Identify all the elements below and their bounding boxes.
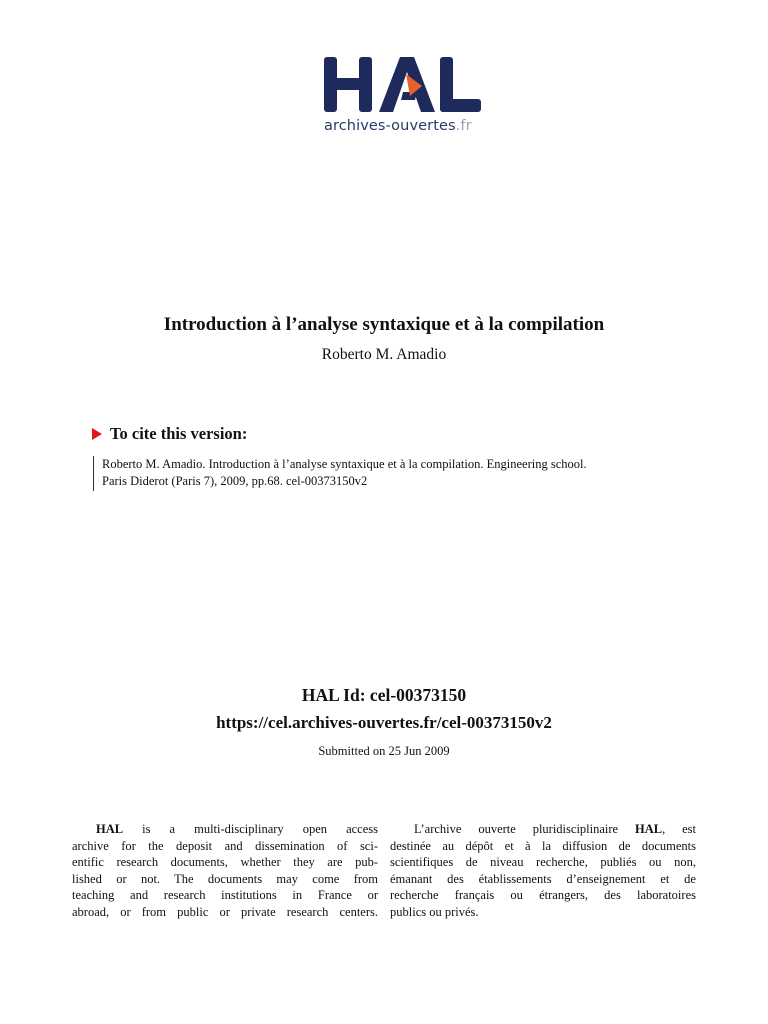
hal-wordmark — [322, 52, 484, 116]
citation-block — [93, 456, 742, 491]
logo-subtitle: archives-ouvertes.fr — [324, 118, 472, 134]
cite-heading — [92, 424, 247, 444]
hal-bold: HAL — [635, 822, 663, 836]
abstract-text: , est — [662, 822, 696, 836]
abstract-line: destinée au dépôt et à la diffusion de documents — [390, 838, 696, 853]
abstract-text: is a multi-disciplinary open access — [123, 822, 378, 836]
hal-bold: HAL — [96, 822, 124, 836]
cite-heading-label: To cite this version: — [110, 424, 248, 443]
submission-date: Submitted on 25 Jun 2009 — [318, 744, 450, 758]
abstract-line: archive for the deposit and dissemination of sci- — [72, 838, 378, 853]
abstract-line: scientifiques de niveau recherche, publiés ou non, — [390, 855, 696, 869]
hal-logo[interactable] — [322, 52, 484, 142]
citation-line: Roberto M. Amadio. Introduction à l’analyse syntaxique et à la compilation. Engineering school. — [102, 457, 587, 471]
abstract-line — [390, 821, 696, 838]
abstract-line — [72, 821, 378, 838]
abstract-line: recherche français ou étrangers, des laboratoires — [390, 888, 696, 902]
hal-url-link[interactable]: https://cel.archives-ouvertes.fr/cel-00373150v2 — [216, 713, 552, 732]
abstract-text: L’archive ouverte pluridisciplinaire — [414, 822, 635, 836]
document-author: Roberto M. Amadio — [321, 346, 447, 363]
document-title: Introduction à l’analyse syntaxique et à la compilation — [163, 314, 605, 335]
abstract-line: teaching and research institutions in France or — [72, 888, 378, 902]
hal-id: HAL Id: cel-00373150 — [301, 685, 467, 705]
abstract-french — [390, 821, 696, 920]
abstract-line: entific research documents, whether they are pub- — [72, 855, 378, 869]
abstract-line: abroad, or from public or private research centers. — [72, 904, 378, 919]
abstract-english — [72, 821, 378, 920]
citation-line: Paris Diderot (Paris 7), 2009, pp.68. cel-00373150v2 — [102, 473, 368, 488]
abstract-line: lished or not. The documents may come from — [72, 871, 378, 886]
abstract-line: émanant des établissements d’enseignement et de — [390, 871, 696, 886]
triangle-right-icon — [92, 428, 102, 440]
abstract-line: publics ou privés. — [390, 904, 479, 919]
